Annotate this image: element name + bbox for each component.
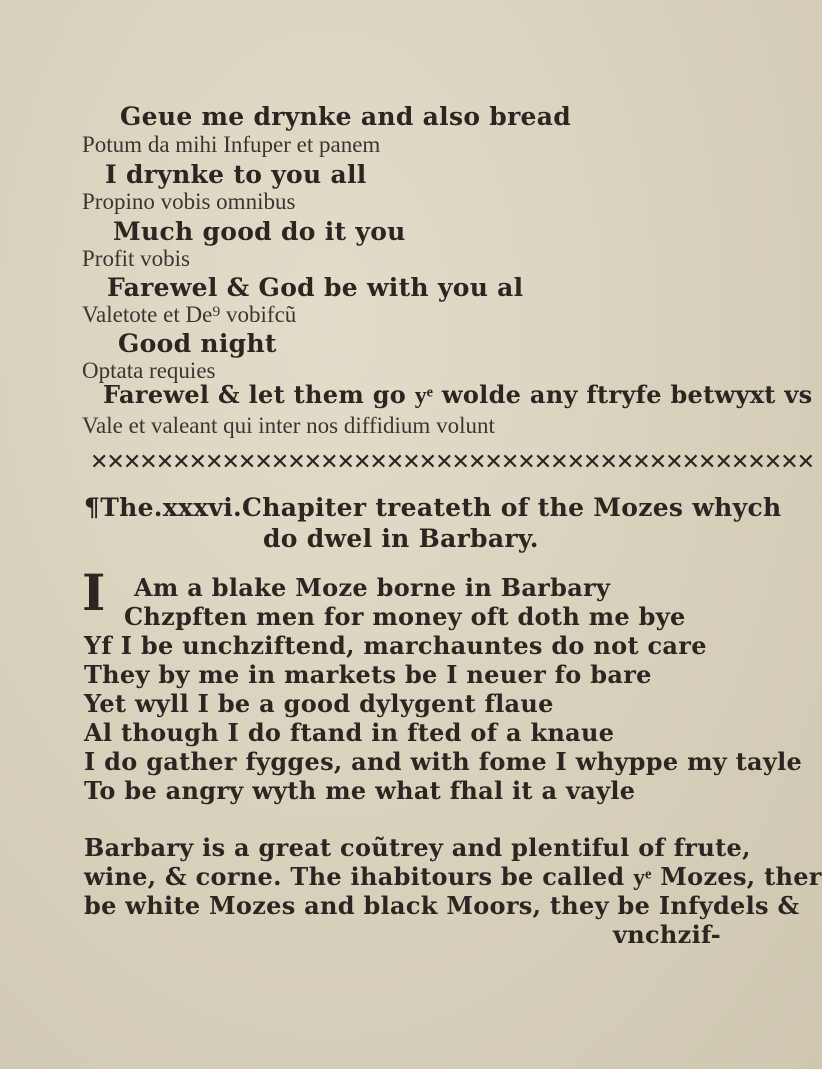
dialogue-latin-3: Profit vobis (82, 246, 190, 271)
drop-cap-initial: I (82, 563, 106, 622)
dialogue-english-1: Geue me drynke and also bread (120, 102, 572, 131)
dialogue-latin-5: Optata requies (82, 358, 216, 383)
chapter-heading-line-2: do dwel in Barbary. (263, 524, 539, 553)
verse-line-1: Am a blake Moze borne in Barbary (134, 573, 611, 602)
verse-line-2: Chzpften men for money oft doth me bye (124, 602, 686, 631)
chapter-heading-line-1: ¶The.xxxvi.Chapiter treateth of the Mozes whych (84, 493, 782, 522)
dialogue-latin-1: Potum da mihi Infuper et panem (82, 132, 381, 157)
dialogue-latin-6: Vale et valeant qui inter nos diffidium volunt (82, 413, 495, 438)
verse-line-5: Yet wyll I be a good dylygent flaue (84, 689, 554, 718)
prose-line-2: wine, & corne. The ihabitours be called yͤ Mozes, ther (84, 862, 822, 891)
dialogue-english-4: Farewel & God be with you al (107, 273, 524, 302)
prose-line-1: Barbary is a great coũtrey and plentiful of frute, (84, 833, 751, 862)
dialogue-english-5: Good night (118, 329, 277, 358)
dialogue-latin-4: Valetote et De⁹ vobifcũ (82, 302, 297, 327)
verse-line-7: I do gather fygges, and with fome I whyppe my tayle (84, 747, 803, 776)
verse-line-3: Yf I be unchziftend, marchauntes do not care (84, 631, 707, 660)
verse-line-4: They by me in markets be I neuer fo bare (84, 660, 652, 689)
dialogue-latin-2: Propino vobis omnibus (82, 189, 296, 214)
dialogue-english-2: I drynke to you all (105, 160, 367, 189)
dialogue-english-6: Farewel & let them go yͤ wolde any ftryfe betwyxt vs (103, 380, 813, 409)
dialogue-english-3: Much good do it you (113, 217, 406, 246)
verse-line-6: Al though I do ftand in fted of a knaue (84, 718, 615, 747)
prose-catchword: vnchzif- (613, 920, 722, 949)
decorative-border: ✕✕✕✕✕✕✕✕✕✕✕✕✕✕✕✕✕✕✕✕✕✕✕✕✕✕✕✕✕✕✕✕✕✕✕✕✕✕✕✕✕✕✕✕ (90, 450, 814, 475)
verse-line-8: To be angry wyth me what fhal it a vayle (84, 776, 636, 805)
prose-line-3: be white Mozes and black Moors, they be Infydels & (84, 891, 800, 920)
